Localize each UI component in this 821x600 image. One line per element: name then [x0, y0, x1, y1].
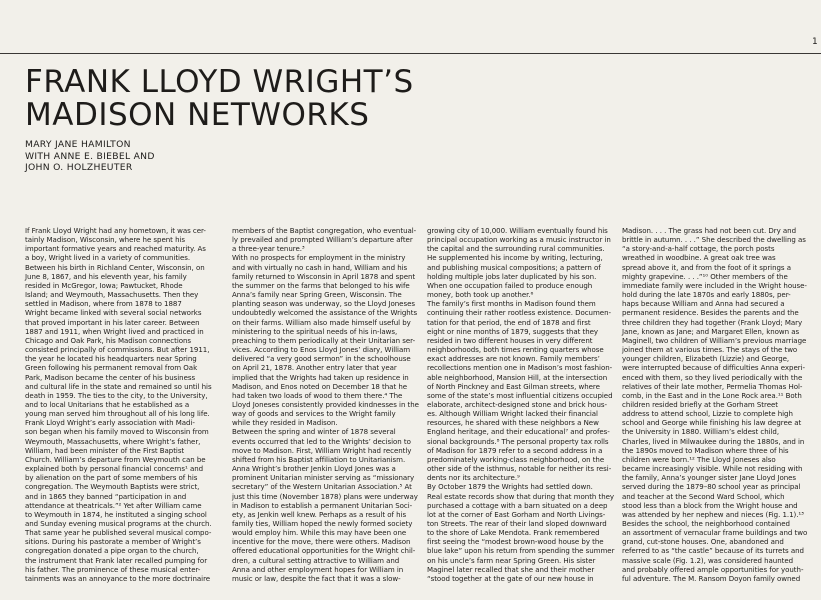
- text-line: prominent Unitarian minister serving as “missionary: [232, 473, 415, 483]
- text-line: Madison. . . . The grass had not been cut. Dry and: [622, 226, 797, 235]
- text-line: Wright became linked with several social networks: [25, 308, 202, 318]
- text-line: the capital and the surrounding rural communities.: [427, 244, 605, 254]
- text-line: on April 21, 1878. Another entry later that year: [232, 363, 397, 373]
- text-line: congregation donated a pipe organ to the church,: [25, 546, 199, 556]
- text-line: and in 1865 they banned “participation in and: [25, 491, 187, 501]
- text-line: dren, a cultural setting attractive to William and: [232, 555, 400, 565]
- text-line: move to Madison. First, William Wright had recently: [232, 445, 412, 455]
- text-line: the year he located his headquarters near Spring: [25, 354, 197, 364]
- text-line: haps because William and Anna had secured a: [622, 299, 785, 309]
- text-line: secretary” of the Western Unitarian Association.⁵ At: [232, 482, 412, 492]
- text-line: recollections mention one in Madison’s most fashion-: [427, 363, 613, 373]
- text-line: stood less than a block from the Wright house and: [622, 500, 798, 510]
- text-line: Real estate records show that during that month they: [427, 491, 615, 501]
- text-line: By October 1879 the Wrights had settled down.: [427, 482, 593, 492]
- text-line: had taken two loads of wood to them there.⁴ The: [232, 390, 403, 400]
- text-line: Island; and Weymouth, Massachusetts. Then they: [25, 290, 199, 300]
- text-line: relatives of their late mother, Permelia Thomas Hol-: [622, 381, 803, 391]
- text-line: events occurred that led to the Wrights’ decision to: [232, 436, 411, 446]
- text-line: immediate family were included in the Wright house-: [622, 280, 807, 290]
- text-line: sitions. During his pastorate a member of Wright’s: [25, 537, 201, 547]
- title-line: MADISON NETWORKS: [25, 97, 370, 133]
- text-line: attendance at theatricals.”² Yet after William came: [25, 500, 202, 510]
- text-line: by alienation on the part of some members of his: [25, 473, 198, 483]
- text-line: and Sunday evening musical programs at the church.: [25, 519, 212, 528]
- text-line: lot at the corner of East Gorham and North Livings-: [427, 509, 606, 519]
- text-line: enced with them, so they lived periodically with the: [622, 372, 803, 382]
- text-line: comb, in the East and in the Lone Rock area.¹¹ Both: [622, 390, 802, 400]
- text-line: holding multiple jobs later duplicated by his son.: [427, 271, 597, 281]
- text-line: continuing their rather rootless existence. Documen-: [427, 308, 611, 318]
- text-line: That same year he published several musical compo-: [25, 528, 212, 538]
- text-line: “stood together at the gate of our new house in: [427, 573, 594, 583]
- text-line: The family’s first months in Madison found them: [427, 299, 596, 309]
- text-line: resided in McGregor, Iowa; Pawtucket, Rhode: [25, 280, 183, 290]
- text-line: and publishing musical compositions; a pattern of: [427, 262, 601, 272]
- text-line: family returned to Wisconsin in April 1878 and spent: [232, 271, 416, 281]
- text-line: first seeing the “modest brown-wood house by the: [427, 537, 604, 547]
- text-line: planting season was underway, so the Lloyd Joneses: [232, 299, 415, 309]
- text-line: William, had been minister of the First Baptist: [25, 445, 185, 455]
- text-line: He supplemented his income by writing, lecturing,: [427, 253, 603, 263]
- text-line: to Weymouth in 1874, he instituted a singing school: [25, 509, 207, 519]
- text-line: other side of the isthmus, notable for neither its resi-: [427, 464, 612, 474]
- text-line: Frank Lloyd Wright’s early association with Madi-: [25, 418, 195, 428]
- text-line: purchased a cottage with a barn situated on a deep: [427, 500, 608, 510]
- text-column-3: [427, 226, 615, 583]
- article-title: [25, 66, 545, 132]
- header-rule: [0, 53, 821, 54]
- text-line: Park, Madison became the center of his business: [25, 372, 196, 382]
- text-line: tainly Madison, Wisconsin, where he spent his: [25, 235, 186, 245]
- text-line: a three-year tenure.³: [232, 244, 305, 254]
- text-line: younger children, Elizabeth (Lizzie) and George,: [622, 354, 790, 364]
- text-line: incentive for the move, there were others. Madison: [232, 537, 411, 547]
- text-line: brittle in autumn. . . .” She described the dwelling as: [622, 235, 806, 245]
- text-line: of North Pinckney and East Gilman streets, where: [427, 381, 600, 391]
- text-line: the University in 1880. William’s eldest child,: [622, 427, 780, 437]
- text-line: consisted principally of commissions. But after 1911,: [25, 345, 210, 355]
- text-line: music or law, despite the fact that it was a slow-: [232, 573, 401, 583]
- text-line: congregation. The Weymouth Baptists were strict,: [25, 482, 200, 492]
- text-line: Green following his permanent removal from Oak: [25, 363, 198, 373]
- text-line: massive scale (Fig. 1.2), was considered haunted: [622, 555, 794, 565]
- text-line: son began when his family moved to Wisconsin from: [25, 427, 209, 437]
- text-line: a boy, Wright lived in a variety of communities.: [25, 253, 191, 263]
- text-line: principal occupation working as a music instructor in: [427, 235, 611, 245]
- text-line: way of goods and services to the Wright family: [232, 409, 396, 419]
- text-line: Weymouth, Massachusetts, where Wright’s father,: [25, 436, 201, 446]
- text-line: the family, Anna’s younger sister Jane Lloyd Jones: [622, 473, 797, 483]
- text-line: Maginel later recalled that she and their mother: [427, 564, 595, 574]
- text-line: ful adventure. The M. Ransom Doyon family owned: [622, 573, 801, 583]
- text-line: shifted from his Baptist affiliation to Unitarianism.: [232, 454, 406, 464]
- text-line: undoubtedly welcomed the assistance of the Wrights: [232, 308, 418, 318]
- text-line: ministering to the spiritual needs of his in-laws,: [232, 326, 398, 336]
- text-column-2: [232, 226, 419, 583]
- text-line: spread above it, and from the foot of it springs a: [622, 262, 792, 272]
- text-column-1: [25, 226, 212, 583]
- text-line: served during the 1879–80 school year as principal: [622, 482, 801, 492]
- text-line: offered educational opportunities for the Wright chil-: [232, 546, 416, 556]
- text-line: of Madison for 1879 refer to a second address in a: [427, 445, 603, 455]
- text-line: growing city of 10,000. William eventually found his: [427, 226, 608, 235]
- text-line: ly prevailed and prompted William’s departure after: [232, 235, 413, 245]
- text-line: implied that the Wrights had taken up residence in: [232, 372, 409, 382]
- text-line: children were born.¹² The Lloyd Joneses also: [622, 454, 776, 464]
- text-line: sional backgrounds.⁸ The personal property tax rolls: [427, 436, 609, 446]
- text-line: would employ him. While this may have been one: [232, 528, 407, 538]
- text-line: “a story-and-a-half cottage, the porch posts: [622, 244, 775, 254]
- author-line: JOHN O. HOLZHEUTER: [25, 162, 133, 173]
- text-line: were interrupted because of difficulties Anna experi-: [622, 363, 805, 373]
- text-line: Besides the school, the neighborhood contained: [622, 519, 790, 528]
- text-line: ety, as Jenkin well knew. Perhaps as a result of his: [232, 509, 407, 519]
- text-line: permanent residence. Besides the parents and the: [622, 308, 799, 318]
- text-line: vices. According to Enos Lloyd Jones’ diary, William: [232, 345, 411, 355]
- text-line: exact addresses are not known. Family members’: [427, 354, 600, 364]
- text-line: eight or nine months of 1879, suggests that they: [427, 326, 599, 336]
- text-line: family ties, William hoped the newly formed society: [232, 519, 413, 528]
- text-line: was attended by her nephew and nieces (Fig. 1.1).¹³: [622, 509, 804, 519]
- text-line: while they resided in Madison.: [232, 418, 338, 428]
- text-line: dents nor its architecture.⁹: [427, 473, 520, 483]
- text-line: and teacher at the Second Ward School, which: [622, 491, 785, 501]
- text-line: Between his birth in Richland Center, Wisconsin, on: [25, 262, 205, 272]
- text-line: able neighborhood, Mansion Hill, at the intersection: [427, 372, 608, 382]
- text-line: death in 1959. The ties to the city, to the University,: [25, 390, 208, 400]
- text-line: England heritage, and their educational⁷ and profes-: [427, 427, 610, 437]
- text-line: the summer on the farms that belonged to his wife: [232, 280, 410, 290]
- text-line: neighborhoods, both times renting quarters whose: [427, 345, 604, 355]
- text-line: grand, cut-stone houses. One, abandoned and: [622, 537, 784, 547]
- text-line: the 1890s moved to Madison where three of his: [622, 445, 789, 455]
- text-line: on his uncle’s farm near Spring Green. His sister: [427, 555, 596, 565]
- text-line: hold during the late 1870s and early 1880s, per-: [622, 290, 791, 300]
- text-line: Church. William’s departure from Weymouth can be: [25, 454, 206, 464]
- text-line: and probably offered ample opportunities for youth-: [622, 564, 804, 574]
- text-column-4: [622, 226, 808, 583]
- text-line: Lloyd Joneses consistently provided kindnesses in the: [232, 399, 419, 409]
- text-line: three children they had together (Frank Lloyd; Mary: [622, 317, 803, 327]
- text-line: Charles, lived in Milwaukee during the 1880s, and in: [622, 436, 805, 446]
- author-byline: [25, 139, 155, 174]
- text-line: Madison, and Enos noted on December 18 that he: [232, 381, 408, 391]
- text-line: school and George while finishing his law degree at: [622, 418, 802, 428]
- text-line: money, both took up another.⁶: [427, 290, 534, 300]
- text-line: 1887 and 1911, when Wright lived and practiced in: [25, 326, 204, 336]
- text-line: With no prospects for employment in the ministry: [232, 253, 406, 263]
- author-line: MARY JANE HAMILTON: [25, 139, 131, 150]
- text-line: wreathed in woodbine. A great oak tree was: [622, 253, 776, 263]
- text-line: his father. The prominence of these musical enter-: [25, 564, 201, 574]
- text-line: Jane, known as Jane; and Margaret Ellen, known as: [622, 326, 800, 336]
- text-line: es. Although William Wright lacked their financial: [427, 409, 598, 419]
- text-line: Anna and other employment hopes for William in: [232, 564, 404, 574]
- text-line: If Frank Lloyd Wright had any hometown, it was cer-: [25, 226, 206, 235]
- page-number: 1: [812, 37, 818, 47]
- text-line: Chicago and Oak Park, his Madison connections: [25, 335, 192, 345]
- text-line: Anna’s family near Spring Green, Wisconsin. The: [232, 290, 402, 300]
- text-line: settled in Madison, where from 1878 to 1887: [25, 299, 182, 309]
- text-line: referred to as “the castle” because of its turrets and: [622, 546, 804, 556]
- title-line: FRANK LLOYD WRIGHT’S: [25, 64, 414, 100]
- text-line: tation for that period, the end of 1878 and first: [427, 317, 591, 327]
- text-line: and with virtually no cash in hand, William and his: [232, 262, 408, 272]
- text-line: important formative years and reached maturity. As: [25, 244, 206, 254]
- text-line: joined them at various times. The stays of the two: [622, 345, 798, 355]
- text-line: just this time (November 1878) plans were underway: [232, 491, 418, 501]
- text-line: on their farms. William also made himself useful by: [232, 317, 411, 327]
- text-line: resided in two different houses in very different: [427, 335, 593, 345]
- text-line: Maginell, two children of William’s previous marriage: [622, 335, 807, 345]
- text-line: some of the state’s most influential citizens occupied: [427, 390, 613, 400]
- text-line: and cultural life in the state and remained so until his: [25, 381, 212, 391]
- text-line: delivered “a very good sermon” in the schoolhouse: [232, 354, 411, 364]
- text-line: Anna Wright’s brother Jenkin Lloyd Jones was a: [232, 464, 396, 474]
- text-line: June 8, 1867, and his eleventh year, his family: [25, 271, 187, 281]
- text-line: that proved important in his later career. Between: [25, 317, 200, 327]
- text-line: predominately working-class neighborhood, on the: [427, 454, 605, 464]
- text-line: members of the Baptist congregation, who eventual-: [232, 226, 417, 235]
- text-line: blue lake” upon his return from spending the summer: [427, 546, 615, 556]
- text-line: to the shore of Lake Mendota. Frank remembered: [427, 528, 600, 538]
- text-line: young man served him throughout all of his long life.: [25, 409, 210, 419]
- text-line: resources, he shared with these neighbors a New: [427, 418, 599, 428]
- text-line: explained both by personal financial concerns¹ and: [25, 464, 204, 474]
- text-line: ton Streets. The rear of their land sloped downward: [427, 519, 607, 528]
- text-line: the instrument that Frank later recalled pumping for: [25, 555, 208, 565]
- text-line: an assortment of vernacular frame buildings and two: [622, 528, 808, 538]
- text-line: became increasingly visible. While not residing with: [622, 464, 803, 474]
- text-line: in Madison to establish a permanent Unitarian Soci-: [232, 500, 413, 510]
- text-line: elaborate, architect-designed stone and brick hous-: [427, 399, 607, 409]
- text-line: preaching to them periodically at their Unitarian ser-: [232, 335, 416, 345]
- text-line: When one occupation failed to produce enough: [427, 280, 593, 290]
- text-line: children resided briefly at the Gorham Street: [622, 399, 778, 409]
- text-line: and to local Unitarians that he established as a: [25, 399, 190, 409]
- text-line: tainments was an annoyance to the more doctrinaire: [25, 573, 211, 583]
- text-line: address to attend school, Lizzie to complete high: [622, 409, 793, 419]
- text-line: mighty grapevine. . . .”¹⁰ Other members of the: [622, 271, 788, 281]
- author-line: WITH ANNE E. BIEBEL AND: [25, 150, 155, 162]
- text-line: Between the spring and winter of 1878 several: [232, 427, 396, 437]
